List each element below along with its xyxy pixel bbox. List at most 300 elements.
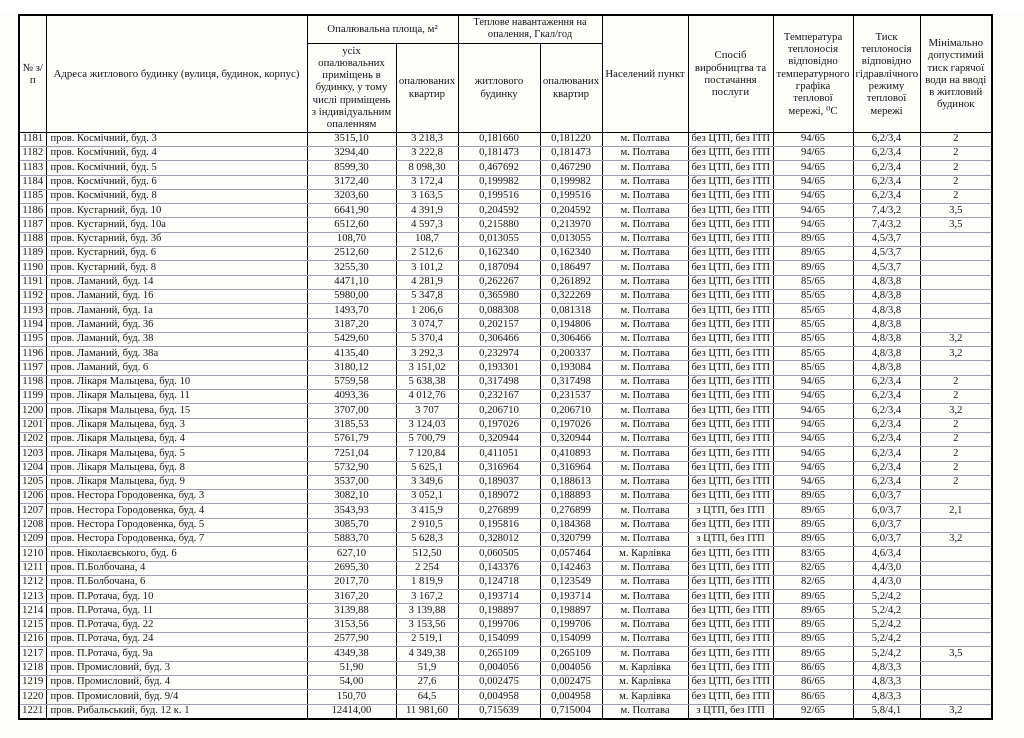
cell-min_pressure [920,675,992,689]
cell-settlement: м. Полтава [602,447,688,461]
cell-supply_method: без ЦТП, без ІТП [688,161,773,175]
cell-load_apartments: 0,204592 [540,204,602,218]
cell-min_pressure: 3,5 [920,204,992,218]
cell-supply_method: без ЦТП, без ІТП [688,132,773,146]
cell-settlement: м. Полтава [602,618,688,632]
cell-load_building: 0,198897 [458,604,540,618]
cell-settlement: м. Полтава [602,275,688,289]
cell-load_apartments: 0,154099 [540,633,602,647]
cell-load_apartments: 0,316964 [540,461,602,475]
col-header-load-building: житлового будинку [458,43,540,132]
cell-area_apartments: 3 172,4 [396,175,458,189]
cell-area_apartments: 2 910,5 [396,518,458,532]
cell-temperature: 89/65 [773,247,853,261]
table-row [19,390,992,404]
cell-area_apartments: 3 415,9 [396,504,458,518]
cell-min_pressure [920,261,992,275]
cell-min_pressure [920,547,992,561]
cell-load_apartments: 0,206710 [540,404,602,418]
cell-supply_method: без ЦТП, без ІТП [688,675,773,689]
cell-num: 1195 [19,332,46,346]
cell-temperature: 89/65 [773,618,853,632]
cell-pressure: 6,2/3,4 [853,375,920,389]
cell-load_apartments: 0,261892 [540,275,602,289]
cell-settlement: м. Полтава [602,532,688,546]
cell-num: 1187 [19,218,46,232]
cell-load_apartments: 0,194806 [540,318,602,332]
cell-pressure: 5,8/4,1 [853,704,920,719]
cell-min_pressure: 2 [920,390,992,404]
cell-load_building: 0,232167 [458,390,540,404]
cell-address: пров. П.Ротача, буд. 22 [46,618,307,632]
cell-load_building: 0,004056 [458,661,540,675]
cell-settlement: м. Полтава [602,289,688,303]
cell-supply_method: без ЦТП, без ІТП [688,332,773,346]
cell-load_apartments: 0,320944 [540,432,602,446]
table-row [19,275,992,289]
cell-supply_method: без ЦТП, без ІТП [688,447,773,461]
cell-num: 1198 [19,375,46,389]
cell-area_total: 2577,90 [307,633,396,647]
cell-settlement: м. Полтава [602,232,688,246]
cell-area_total: 3515,10 [307,132,396,146]
cell-num: 1184 [19,175,46,189]
table-row [19,590,992,604]
cell-min_pressure [920,318,992,332]
cell-address: пров. Нестора Городовенка, буд. 5 [46,518,307,532]
cell-num: 1213 [19,590,46,604]
cell-supply_method: без ЦТП, без ІТП [688,404,773,418]
header-group-row [19,15,992,43]
table-row [19,146,992,160]
cell-num: 1221 [19,704,46,719]
cell-address: пров. Промисловий, буд. 9/4 [46,690,307,704]
cell-area_apartments: 51,9 [396,661,458,675]
table-row [19,318,992,332]
cell-settlement: м. Полтава [602,361,688,375]
cell-load_building: 0,197026 [458,418,540,432]
cell-num: 1208 [19,518,46,532]
cell-load_apartments: 0,004958 [540,690,602,704]
table-row [19,675,992,689]
cell-min_pressure: 3,2 [920,532,992,546]
cell-load_building: 0,411051 [458,447,540,461]
cell-area_apartments: 4 597,3 [396,218,458,232]
cell-area_apartments: 108,7 [396,232,458,246]
cell-pressure: 5,2/4,2 [853,590,920,604]
cell-address: пров. Ламаний, буд. 16 [46,289,307,303]
cell-num: 1196 [19,347,46,361]
cell-load_building: 0,124718 [458,575,540,589]
cell-area_apartments: 3 218,3 [396,132,458,146]
cell-num: 1192 [19,289,46,303]
cell-temperature: 89/65 [773,647,853,661]
cell-area_apartments: 3 074,7 [396,318,458,332]
cell-pressure: 4,8/3,3 [853,661,920,675]
cell-area_apartments: 3 349,6 [396,475,458,489]
cell-area_total: 12414,00 [307,704,396,719]
cell-address: пров. Нестора Городовенка, буд. 3 [46,490,307,504]
cell-pressure: 7,4/3,2 [853,218,920,232]
cell-settlement: м. Полтава [602,247,688,261]
cell-area_total: 4135,40 [307,347,396,361]
cell-num: 1193 [19,304,46,318]
cell-min_pressure [920,361,992,375]
cell-pressure: 6,0/3,7 [853,518,920,532]
cell-num: 1219 [19,675,46,689]
cell-address: пров. Нестора Городовенка, буд. 7 [46,532,307,546]
cell-min_pressure [920,661,992,675]
cell-settlement: м. Полтава [602,161,688,175]
table-row [19,532,992,546]
cell-load_apartments: 0,200337 [540,347,602,361]
cell-num: 1186 [19,204,46,218]
cell-area_total: 3085,70 [307,518,396,532]
cell-supply_method: без ЦТП, без ІТП [688,604,773,618]
heating-buildings-table [18,14,993,720]
cell-num: 1191 [19,275,46,289]
cell-load_building: 0,262267 [458,275,540,289]
cell-temperature: 94/65 [773,461,853,475]
cell-min_pressure: 2 [920,418,992,432]
cell-temperature: 89/65 [773,504,853,518]
cell-pressure: 4,8/3,3 [853,675,920,689]
cell-address: пров. Ламаний, буд. 14 [46,275,307,289]
cell-load_building: 0,154099 [458,633,540,647]
cell-temperature: 94/65 [773,189,853,203]
cell-temperature: 85/65 [773,289,853,303]
cell-num: 1204 [19,461,46,475]
cell-load_building: 0,143376 [458,561,540,575]
cell-pressure: 6,2/3,4 [853,461,920,475]
cell-area_apartments: 3 139,88 [396,604,458,618]
cell-supply_method: без ЦТП, без ІТП [688,490,773,504]
table-row [19,189,992,203]
cell-settlement: м. Полтава [602,304,688,318]
cell-pressure: 4,8/3,8 [853,347,920,361]
cell-area_total: 7251,04 [307,447,396,461]
document-page [0,14,1024,738]
cell-min_pressure: 2 [920,432,992,446]
cell-area_apartments: 5 625,1 [396,461,458,475]
cell-load_apartments: 0,057464 [540,547,602,561]
cell-load_apartments: 0,188893 [540,490,602,504]
cell-min_pressure: 3,2 [920,704,992,719]
cell-load_apartments: 0,213970 [540,218,602,232]
cell-load_apartments: 0,198897 [540,604,602,618]
cell-temperature: 89/65 [773,604,853,618]
cell-min_pressure: 2 [920,375,992,389]
cell-supply_method: без ЦТП, без ІТП [688,261,773,275]
cell-temperature: 85/65 [773,347,853,361]
cell-pressure: 4,8/3,8 [853,318,920,332]
cell-settlement: м. Полтава [602,475,688,489]
cell-load_apartments: 0,004056 [540,661,602,675]
cell-temperature: 89/65 [773,633,853,647]
cell-settlement: м. Полтава [602,189,688,203]
cell-supply_method: без ЦТП, без ІТП [688,318,773,332]
cell-area_apartments: 4 012,76 [396,390,458,404]
table-row [19,447,992,461]
cell-min_pressure: 3,2 [920,404,992,418]
cell-pressure: 4,6/3,4 [853,547,920,561]
cell-load_apartments: 0,181473 [540,146,602,160]
cell-min_pressure: 2 [920,189,992,203]
cell-load_apartments: 0,123549 [540,575,602,589]
cell-area_total: 3172,40 [307,175,396,189]
cell-supply_method: без ЦТП, без ІТП [688,289,773,303]
table-row [19,332,992,346]
cell-area_total: 2695,30 [307,561,396,575]
cell-address: пров. Промисловий, буд. 3 [46,661,307,675]
cell-area_total: 3707,00 [307,404,396,418]
table-row [19,161,992,175]
cell-address: пров. Кустарний, буд. 3б [46,232,307,246]
cell-pressure: 6,0/3,7 [853,532,920,546]
cell-address: пров. Космічний, буд. 5 [46,161,307,175]
cell-load_apartments: 0,322269 [540,289,602,303]
cell-area_total: 3187,20 [307,318,396,332]
cell-pressure: 7,4/3,2 [853,204,920,218]
cell-settlement: м. Полтава [602,518,688,532]
cell-min_pressure: 2 [920,175,992,189]
cell-load_building: 0,181473 [458,146,540,160]
cell-area_total: 5761,79 [307,432,396,446]
cell-address: пров. Лікаря Мальцева, буд. 5 [46,447,307,461]
cell-temperature: 82/65 [773,575,853,589]
table-row [19,461,992,475]
cell-address: пров. Лікаря Мальцева, буд. 11 [46,390,307,404]
cell-area_total: 3082,10 [307,490,396,504]
cell-temperature: 94/65 [773,218,853,232]
cell-load_apartments: 0,231537 [540,390,602,404]
cell-num: 1201 [19,418,46,432]
table-row [19,404,992,418]
cell-temperature: 89/65 [773,518,853,532]
cell-load_apartments: 0,197026 [540,418,602,432]
cell-load_building: 0,206710 [458,404,540,418]
cell-supply_method: з ЦТП, без ІТП [688,532,773,546]
cell-supply_method: з ЦТП, без ІТП [688,504,773,518]
cell-min_pressure [920,518,992,532]
cell-pressure: 4,4/3,0 [853,575,920,589]
table-row [19,490,992,504]
cell-address: пров. Ламаний, буд. 38а [46,347,307,361]
table-row [19,247,992,261]
cell-num: 1200 [19,404,46,418]
cell-supply_method: без ЦТП, без ІТП [688,590,773,604]
cell-area_apartments: 11 981,60 [396,704,458,719]
cell-temperature: 94/65 [773,204,853,218]
col-group-heated-area: Опалювальна площа, м² [307,15,458,43]
cell-pressure: 6,2/3,4 [853,146,920,160]
cell-settlement: м. Полтава [602,218,688,232]
cell-pressure: 6,2/3,4 [853,475,920,489]
cell-temperature: 86/65 [773,690,853,704]
cell-area_total: 2512,60 [307,247,396,261]
cell-load_building: 0,193301 [458,361,540,375]
cell-load_building: 0,316964 [458,461,540,475]
cell-pressure: 6,0/3,7 [853,504,920,518]
cell-temperature: 94/65 [773,390,853,404]
cell-temperature: 85/65 [773,332,853,346]
cell-area_total: 3139,88 [307,604,396,618]
cell-load_building: 0,306466 [458,332,540,346]
cell-num: 1207 [19,504,46,518]
cell-area_total: 3203,60 [307,189,396,203]
cell-area_total: 8599,30 [307,161,396,175]
cell-load_building: 0,088308 [458,304,540,318]
cell-load_apartments: 0,317498 [540,375,602,389]
cell-area_apartments: 4 349,38 [396,647,458,661]
cell-load_building: 0,202157 [458,318,540,332]
cell-area_total: 1493,70 [307,304,396,318]
cell-area_total: 3153,56 [307,618,396,632]
cell-settlement: м. Полтава [602,175,688,189]
cell-address: пров. Космічний, буд. 3 [46,132,307,146]
cell-num: 1197 [19,361,46,375]
cell-load_apartments: 0,193714 [540,590,602,604]
cell-pressure: 4,8/3,8 [853,304,920,318]
cell-area_total: 4349,38 [307,647,396,661]
col-header-pressure: Тиск теплоносія відповідно гідравлічного режиму теплової мережі [853,15,920,132]
cell-supply_method: без ЦТП, без ІТП [688,232,773,246]
cell-temperature: 94/65 [773,418,853,432]
cell-load_apartments: 0,265109 [540,647,602,661]
cell-supply_method: без ЦТП, без ІТП [688,347,773,361]
cell-settlement: м. Полтава [602,204,688,218]
col-header-min-pressure: Мінімально допустимий тиск гарячої води на вводі в житловий будинок [920,15,992,132]
cell-min_pressure [920,247,992,261]
cell-settlement: м. Полтава [602,318,688,332]
cell-settlement: м. Полтава [602,704,688,719]
cell-area_total: 5980,00 [307,289,396,303]
table-row [19,132,992,146]
cell-area_apartments: 4 391,9 [396,204,458,218]
cell-num: 1203 [19,447,46,461]
cell-num: 1188 [19,232,46,246]
cell-supply_method: без ЦТП, без ІТП [688,432,773,446]
cell-area_apartments: 2 512,6 [396,247,458,261]
cell-supply_method: без ЦТП, без ІТП [688,561,773,575]
cell-area_total: 6641,90 [307,204,396,218]
cell-min_pressure [920,275,992,289]
cell-supply_method: без ЦТП, без ІТП [688,475,773,489]
cell-load_apartments: 0,081318 [540,304,602,318]
cell-area_apartments: 5 370,4 [396,332,458,346]
cell-address: пров. Ніколаєвського, буд. 6 [46,547,307,561]
cell-load_apartments: 0,276899 [540,504,602,518]
cell-temperature: 83/65 [773,547,853,561]
table-row [19,604,992,618]
cell-area_total: 3294,40 [307,146,396,160]
cell-settlement: м. Полтава [602,633,688,647]
cell-load_apartments: 0,193084 [540,361,602,375]
cell-address: пров. Лікаря Мальцева, буд. 9 [46,475,307,489]
cell-area_apartments: 1 819,9 [396,575,458,589]
cell-settlement: м. Полтава [602,590,688,604]
cell-temperature: 94/65 [773,404,853,418]
table-row [19,218,992,232]
cell-load_apartments: 0,715004 [540,704,602,719]
cell-settlement: м. Полтава [602,261,688,275]
cell-min_pressure: 3,5 [920,647,992,661]
cell-min_pressure: 2 [920,475,992,489]
col-header-temperature: Температура теплоносія відповідно температурного графіка теплової мережі, ⁰С [773,15,853,132]
cell-supply_method: без ЦТП, без ІТП [688,361,773,375]
cell-num: 1206 [19,490,46,504]
cell-area_total: 4093,36 [307,390,396,404]
cell-load_apartments: 0,306466 [540,332,602,346]
table-row [19,289,992,303]
cell-area_apartments: 3 222,8 [396,146,458,160]
cell-min_pressure [920,575,992,589]
cell-load_building: 0,317498 [458,375,540,389]
cell-load_building: 0,199516 [458,189,540,203]
cell-load_apartments: 0,199516 [540,189,602,203]
cell-num: 1194 [19,318,46,332]
cell-temperature: 89/65 [773,232,853,246]
cell-settlement: м. Полтава [602,132,688,146]
cell-load_building: 0,265109 [458,647,540,661]
table-row [19,304,992,318]
cell-supply_method: без ЦТП, без ІТП [688,518,773,532]
cell-temperature: 94/65 [773,175,853,189]
cell-supply_method: без ЦТП, без ІТП [688,647,773,661]
table-row [19,475,992,489]
table-row [19,633,992,647]
cell-area_total: 108,70 [307,232,396,246]
cell-num: 1210 [19,547,46,561]
cell-address: пров. Лікаря Мальцева, буд. 10 [46,375,307,389]
cell-load_apartments: 0,162340 [540,247,602,261]
cell-settlement: м. Карлівка [602,675,688,689]
cell-supply_method: без ЦТП, без ІТП [688,275,773,289]
cell-load_apartments: 0,184368 [540,518,602,532]
cell-address: пров. Космічний, буд. 4 [46,146,307,160]
table-row [19,361,992,375]
cell-supply_method: без ЦТП, без ІТП [688,146,773,160]
cell-supply_method: без ЦТП, без ІТП [688,690,773,704]
cell-pressure: 4,8/3,8 [853,275,920,289]
cell-pressure: 6,0/3,7 [853,490,920,504]
cell-area_apartments: 5 638,38 [396,375,458,389]
cell-address: пров. Ламаний, буд. 1а [46,304,307,318]
cell-area_apartments: 3 292,3 [396,347,458,361]
cell-address: пров. Кустарний, буд. 10 [46,204,307,218]
table-row [19,704,992,719]
cell-area_apartments: 3 163,5 [396,189,458,203]
cell-num: 1216 [19,633,46,647]
table-row [19,175,992,189]
cell-supply_method: без ЦТП, без ІТП [688,218,773,232]
cell-min_pressure: 3,2 [920,347,992,361]
cell-num: 1215 [19,618,46,632]
cell-pressure: 6,2/3,4 [853,189,920,203]
cell-load_building: 0,060505 [458,547,540,561]
cell-area_total: 627,10 [307,547,396,561]
cell-temperature: 94/65 [773,132,853,146]
cell-area_apartments: 7 120,84 [396,447,458,461]
table-row [19,518,992,532]
cell-pressure: 4,8/3,3 [853,690,920,704]
cell-load_building: 0,215880 [458,218,540,232]
cell-load_building: 0,204592 [458,204,540,218]
table-row [19,547,992,561]
cell-settlement: м. Карлівка [602,690,688,704]
table-header [19,15,992,132]
cell-pressure: 6,2/3,4 [853,432,920,446]
